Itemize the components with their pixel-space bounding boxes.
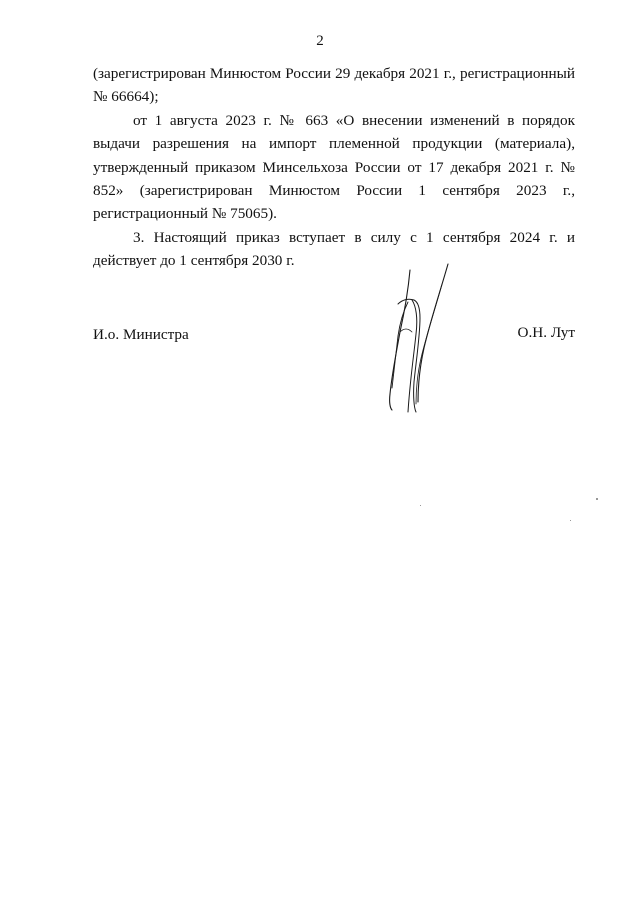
document-body — [93, 62, 575, 273]
paragraph-order-663: от 1 августа 2023 г. № 663 «О внесении изменений в порядок выдачи разрешения на импорт племенной продукции (материала), утвержденный приказом Минсельхоза России от 17 декабря 2021 г. № 852» (зарегистрирован Минюстом России 1 сентября 2023 г., регистрационный № 75065). — [93, 111, 575, 223]
signatory-name: О.Н. Лут — [517, 324, 575, 341]
handwritten-signature — [378, 262, 468, 422]
scan-speck — [570, 520, 571, 521]
page-number: 2 — [316, 33, 324, 49]
scan-speck — [420, 505, 421, 506]
scan-speck — [596, 498, 598, 500]
paragraph-registration-66664: (зарегистрирован Минюстом России 29 декабря 2021 г., регистрационный № 66664); — [93, 65, 575, 106]
paragraph-effective-date: 3. Настоящий приказ вступает в силу с 1 сентября 2024 г. и действует до 1 сентября 2030 г. — [93, 228, 575, 270]
signatory-position: И.о. Министра — [93, 326, 189, 343]
